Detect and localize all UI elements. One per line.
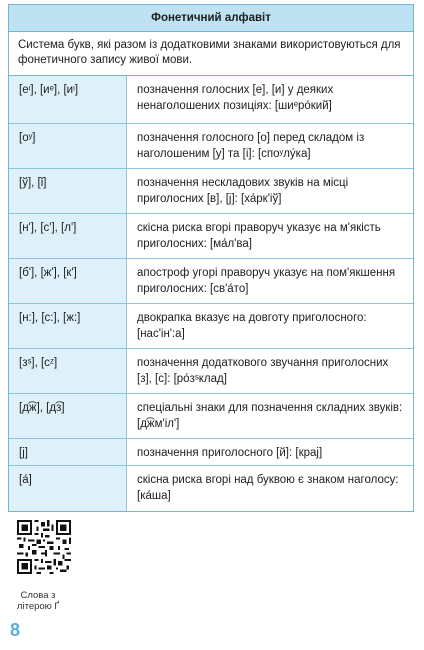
table-row	[9, 349, 413, 394]
description-cell: позначення додаткового звучання приголосних [з], [с]: [ро́зˢклад]	[127, 349, 413, 393]
table-row	[9, 304, 413, 349]
phonetic-alphabet-table	[8, 4, 414, 512]
description-cell: скісна риска вгорі праворуч указує на м'якість приголосних: [ма́л'ва]	[127, 214, 413, 258]
description-cell: скісна риска вгорі над буквою є знаком наголосу: [ка́ша]	[127, 466, 413, 511]
symbol-cell: [н'], [с'], [л']	[9, 214, 127, 258]
table-row	[9, 439, 413, 466]
symbol-cell: [б'], [ж'], [к']	[9, 259, 127, 303]
description-cell: позначення голосного [о] перед складом із наголошеним [у] та [і]: [споʸлу́ка]	[127, 124, 413, 168]
symbol-cell: [еᶦ], [иᵉ], [иᶦ]	[9, 76, 127, 123]
symbol-cell: [оʸ]	[9, 124, 127, 168]
description-cell: спеціальні знаки для позначення складних звуків: [д͡жм'іл']	[127, 394, 413, 438]
qr-caption: Слова з літерою Ґ	[16, 590, 60, 612]
symbol-cell: [j]	[9, 439, 127, 465]
table-intro: Система букв, які разом із додатковими знаками використовуються для фонетичного запису живої мови.	[9, 32, 413, 76]
description-cell: позначення нескладових звуків на місці приголосних [в], [j]: [ха́рк'іў]	[127, 169, 413, 213]
table-title: Фонетичний алфавіт	[9, 5, 413, 32]
table-row	[9, 169, 413, 214]
table-row	[9, 259, 413, 304]
table-row	[9, 124, 413, 169]
description-cell: двокрапка вказує на довготу приголосного: [нас'ін':а]	[127, 304, 413, 348]
qr-code-icon[interactable]	[17, 520, 71, 574]
table-row	[9, 76, 413, 124]
symbol-cell: [д͡ж], [д͡з]	[9, 394, 127, 438]
table-row	[9, 466, 413, 511]
symbol-cell: [а́]	[9, 466, 127, 511]
table-row	[9, 214, 413, 259]
description-cell: позначення приголосного [й]: [краj]	[127, 439, 413, 465]
symbol-cell: [ў], [ǐ]	[9, 169, 127, 213]
symbol-cell: [н:], [с:], [ж:]	[9, 304, 127, 348]
symbol-cell: [зˢ], [сᶻ]	[9, 349, 127, 393]
description-cell: позначення голосних [е], [и] у деяких ненаголошених позиціях: [шиᵉро́кий]	[127, 76, 413, 123]
table-row	[9, 394, 413, 439]
description-cell: апостроф угорі праворуч указує на пом'якшення приголосних: [св'а́то]	[127, 259, 413, 303]
page-number: 8	[10, 620, 21, 640]
